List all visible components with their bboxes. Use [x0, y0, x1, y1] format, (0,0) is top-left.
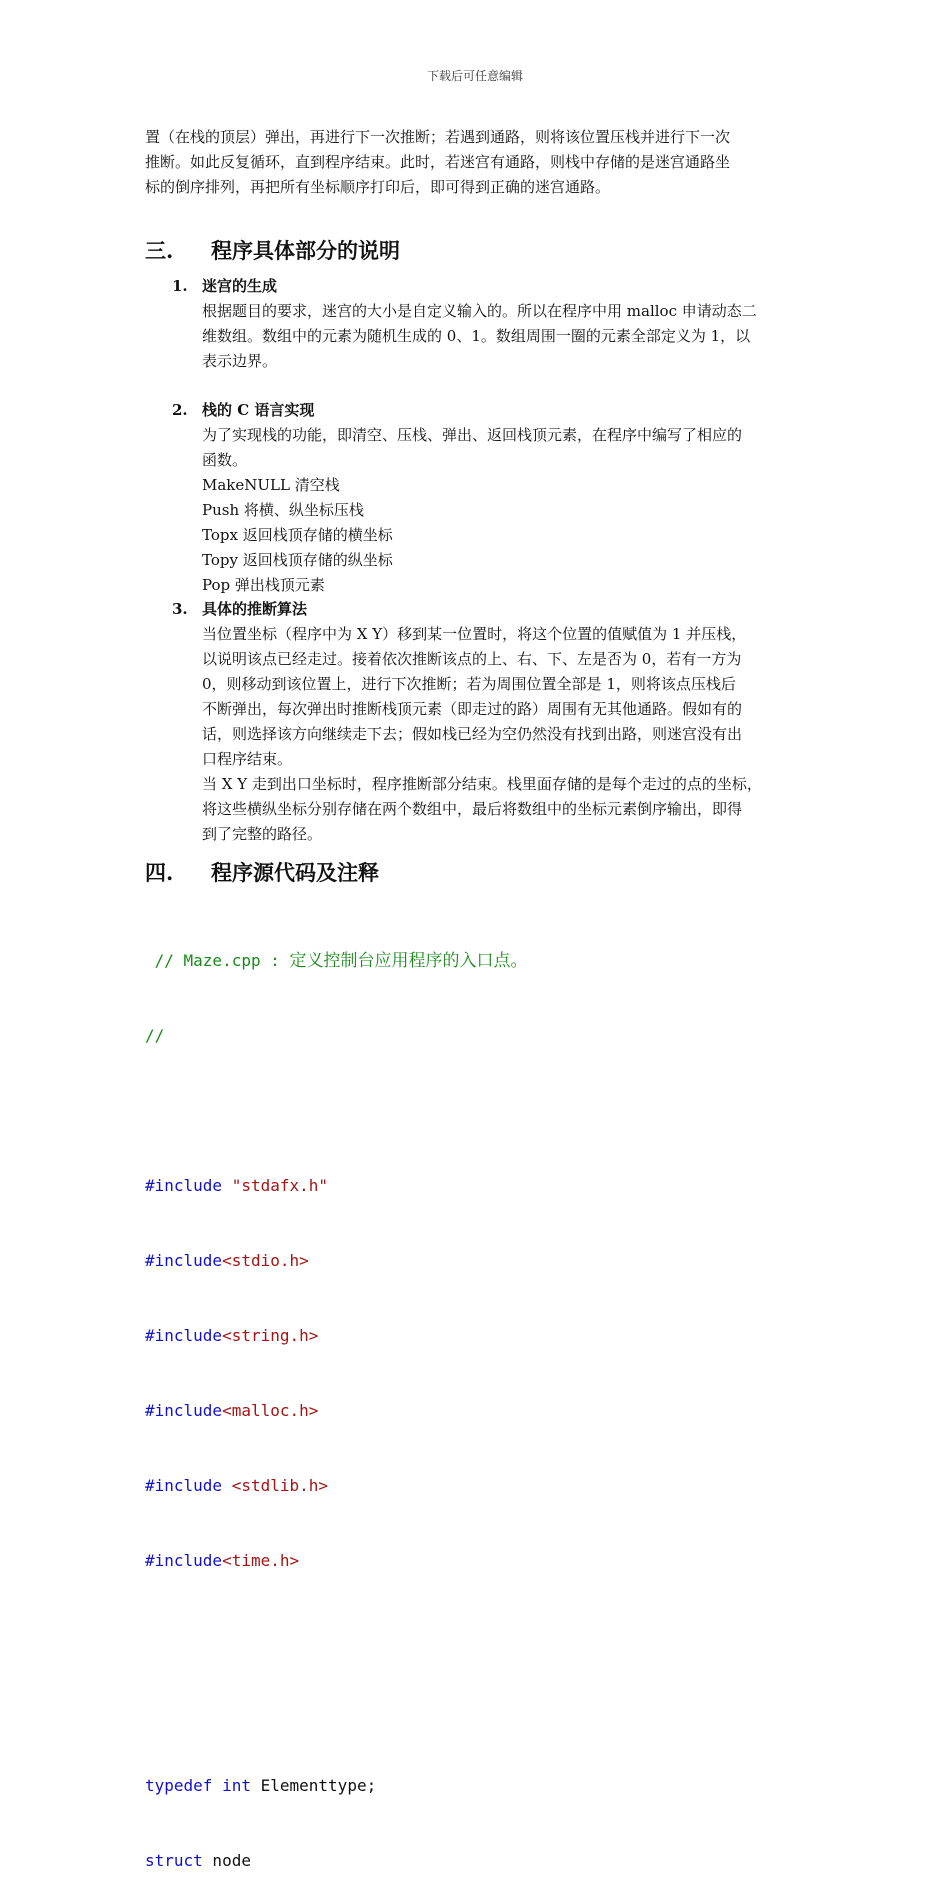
- body-line: 表示边界。: [202, 352, 278, 370]
- code-blank-line: [145, 1098, 528, 1123]
- body-line: 0，则移动到该位置上，进行下次推断；若为周围位置全部是 1，则将该点压栈后: [202, 675, 736, 693]
- item-title: 迷宫的生成: [202, 277, 278, 295]
- body-line: MakeNULL 清空栈: [202, 476, 340, 494]
- item-title: 具体的推断算法: [202, 600, 308, 618]
- body-line: 口程序结束。: [202, 750, 293, 768]
- section-4-heading: [145, 858, 379, 888]
- code-comment: // Maze.cpp :: [145, 951, 290, 970]
- code-string: "stdafx.h": [231, 1176, 329, 1195]
- body-line: 维数组。数组中的元素为随机生成的 0、1。数组周围一圈的元素全部定义为 1，以: [202, 327, 751, 345]
- body-line: 以说明该点已经走过。接着依次推断该点的上、右、下、左是否为 0，若有一方为: [202, 650, 742, 668]
- item-1-body: [202, 299, 820, 374]
- code-keyword: #include: [145, 1551, 223, 1570]
- code-line: [145, 1773, 528, 1798]
- code-string: <stdio.h>: [222, 1251, 309, 1270]
- code-text: node: [202, 1851, 251, 1870]
- code-string: <string.h>: [222, 1326, 319, 1345]
- body-line: Push 将横、纵坐标压栈: [202, 501, 364, 519]
- code-line: [145, 1023, 528, 1048]
- code-line: [145, 1548, 528, 1573]
- code-keyword: int: [222, 1776, 251, 1795]
- code-line: [145, 1248, 528, 1273]
- code-keyword: #include: [145, 1251, 223, 1270]
- code-blank-line: [145, 1698, 528, 1723]
- body-line: Topx 返回栈顶存储的横坐标: [202, 526, 393, 544]
- section-3-heading: [145, 236, 400, 266]
- code-comment: //: [145, 1026, 165, 1045]
- item-number: 3.: [172, 600, 188, 618]
- section-number: 三.: [145, 238, 174, 263]
- code-line: [145, 1323, 528, 1348]
- body-line: 当 X Y 走到出口坐标时，程序推断部分结束。栈里面存储的是每个走过的点的坐标，: [202, 775, 762, 793]
- item-number: 2.: [172, 401, 188, 419]
- code-line: [145, 1848, 528, 1873]
- item-number: 1.: [172, 277, 188, 295]
- body-line: 将这些横纵坐标分别存储在两个数组中，最后将数组中的坐标元素倒序输出，即得: [202, 800, 743, 818]
- code-keyword: typedef: [145, 1776, 213, 1795]
- code-space: [222, 1176, 232, 1195]
- code-string: <time.h>: [222, 1551, 300, 1570]
- body-line: 不断弹出，每次弹出时推断栈顶元素（即走过的路）周围有无其他通路。假如有的: [202, 700, 743, 718]
- body-line: 当位置坐标（程序中为 X Y）移到某一位置时，将这个位置的值赋值为 1 并压栈，: [202, 625, 747, 643]
- item-3-heading: [172, 597, 307, 622]
- item-title: 栈的 C 语言实现: [202, 401, 315, 419]
- code-keyword: #include: [145, 1326, 223, 1345]
- section-title: 程序具体部分的说明: [211, 238, 400, 263]
- body-line: Topy 返回栈顶存储的纵坐标: [202, 551, 393, 569]
- code-keyword: struct: [145, 1851, 203, 1870]
- body-line: Pop 弹出栈顶元素: [202, 576, 325, 594]
- section-title: 程序源代码及注释: [211, 860, 379, 885]
- code-line: [145, 1473, 528, 1498]
- code-blank-line: [145, 1623, 528, 1648]
- intro-paragraph: [145, 125, 815, 200]
- code-keyword: #include: [145, 1476, 223, 1495]
- item-1-heading: [172, 274, 277, 299]
- page-header: 下载后可任意编辑: [426, 69, 523, 83]
- code-comment: 定义控制台应用程序的入口点。: [289, 951, 528, 971]
- code-keyword: #include: [145, 1176, 223, 1195]
- body-line: 根据题目的要求，迷宫的大小是自定义输入的。所以在程序中用 malloc 申请动态二: [202, 302, 757, 320]
- code-string: <malloc.h>: [222, 1401, 319, 1420]
- item-3-body: [202, 622, 820, 847]
- intro-line: 推断。如此反复循环，直到程序结束。此时，若迷宫有通路，则栈中存储的是迷宫通路坐: [145, 153, 731, 171]
- body-line: 话，则选择该方向继续走下去；假如栈已经为空仍然没有找到出路，则迷宫没有出: [202, 725, 743, 743]
- intro-line: 置（在栈的顶层）弹出，再进行下一次推断；若遇到通路，则将该位置压栈并进行下一次: [145, 128, 731, 146]
- body-line: 到了完整的路径。: [202, 825, 323, 843]
- code-keyword: #include: [145, 1401, 223, 1420]
- code-block: [145, 898, 528, 1898]
- code-line: [145, 1173, 528, 1198]
- code-line: [145, 948, 528, 973]
- code-line: [145, 1398, 528, 1423]
- intro-line: 标的倒序排列，再把所有坐标顺序打印后，即可得到正确的迷宫通路。: [145, 178, 611, 196]
- code-space: [222, 1476, 232, 1495]
- body-line: 函数。: [202, 451, 248, 469]
- section-number: 四.: [145, 860, 174, 885]
- code-text: Elementtype;: [250, 1776, 377, 1795]
- code-string: <stdlib.h>: [231, 1476, 329, 1495]
- item-2-heading: [172, 398, 314, 423]
- body-line: 为了实现栈的功能，即清空、压栈、弹出、返回栈顶元素，在程序中编写了相应的: [202, 426, 743, 444]
- item-2-body: [202, 423, 820, 598]
